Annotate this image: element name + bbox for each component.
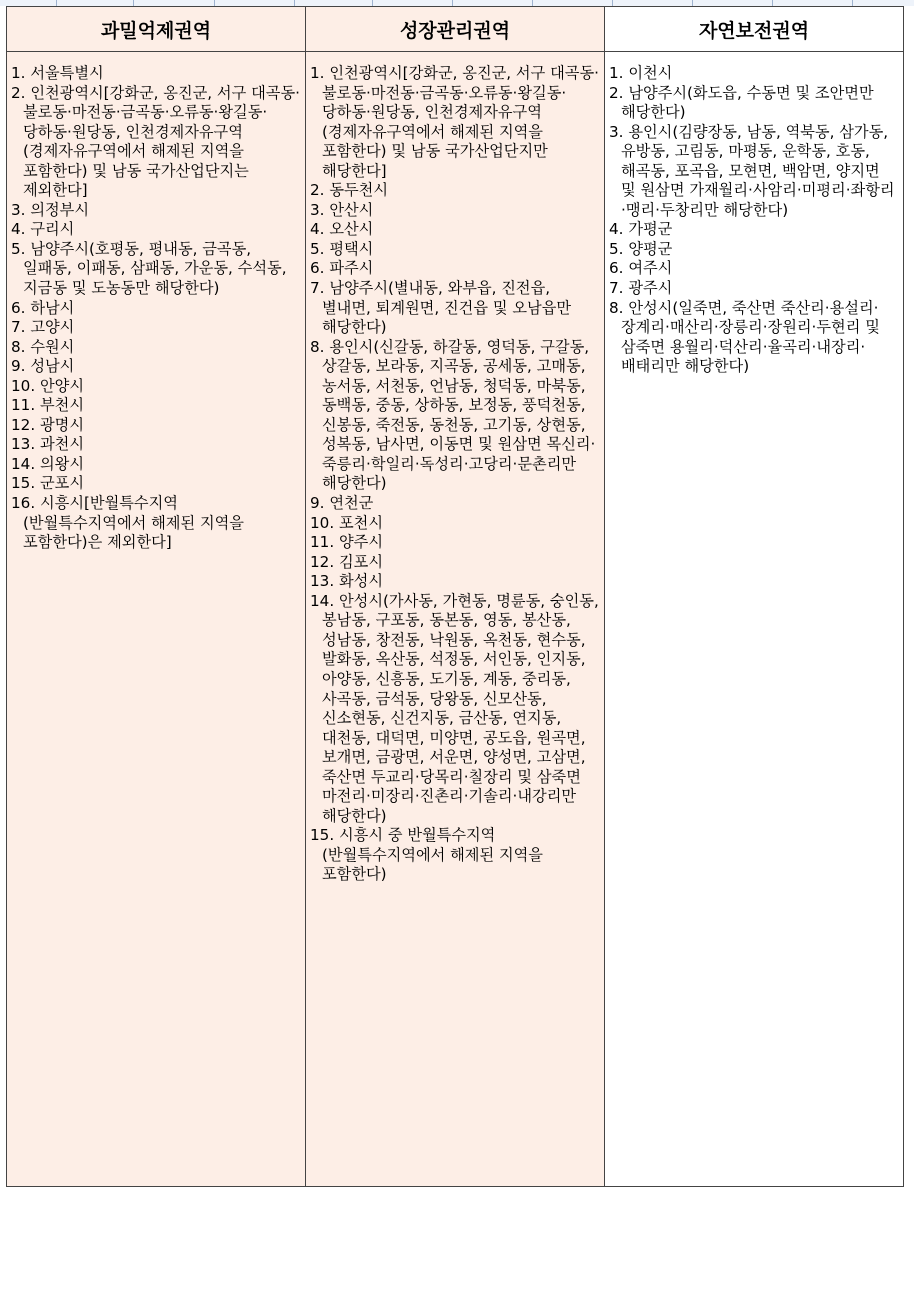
list-item: 4. 오산시 — [310, 220, 374, 239]
list-item: 12. 김포시 — [310, 552, 383, 571]
list-item: 10. 안양시 — [11, 376, 84, 395]
list-item: 7. 광주시 — [609, 279, 673, 298]
header-growth-management-zone: 성장관리권역 — [306, 7, 605, 52]
list-item: 11. 부천시 — [11, 396, 84, 415]
list-item: 7. 남양주시(별내동, 와부읍, 진전읍, 별내면, 퇴계원면, 진건읍 및 오남읍만 해당한다) — [310, 279, 572, 337]
list-item: 9. 연천군 — [310, 494, 374, 513]
overcrowding-zone-list — [11, 64, 301, 553]
list-item: 1. 인천광역시[강화군, 옹진군, 서구 대곡동·불로동·마전동·금곡동·오류동·왕길동·당하동·원당동, 인천경제자유구역(경제자유구역에서 해제된 지역을 포함한다) 및 남동 국가산업단지만 해당한다] — [310, 64, 599, 180]
list-item: 8. 안성시(일죽면, 죽산면 죽산리·용설리·장계리·매산리·장릉리·장원리·두현리 및 삼죽면 용월리·덕산리·율곡리·내장리·배태리만 해당한다) — [609, 298, 880, 376]
list-item: 16. 시흥시[반월특수지역(반월특수지역에서 해제된 지역을 포함한다)은 제외한다] — [11, 494, 244, 552]
list-item: 1. 서울특별시 — [11, 64, 104, 82]
list-item: 5. 남양주시(호평동, 평내동, 금곡동, 일패동, 이패동, 삼패동, 가운동, 수석동, 지금동 및 도농동만 해당한다) — [11, 239, 287, 298]
list-item: 4. 구리시 — [11, 220, 75, 239]
header-row — [7, 7, 904, 52]
growth-management-zone-list — [310, 64, 600, 885]
list-item: 6. 하남시 — [11, 298, 75, 317]
list-item: 1. 이천시 — [609, 64, 673, 82]
list-item: 8. 수원시 — [11, 337, 75, 356]
zone-table — [6, 6, 904, 1187]
list-item: 2. 인천광역시[강화군, 옹진군, 서구 대곡동·불로동·마전동·금곡동·오류동·왕길동·당하동·원당동, 인천경제자유구역(경제자유구역에서 해제된 지역을 포함한다) 및 남동 국가산업단지는 제외한다] — [11, 83, 300, 200]
list-item: 10. 포천시 — [310, 513, 383, 532]
list-item: 9. 성남시 — [11, 357, 75, 376]
list-item: 12. 광명시 — [11, 415, 84, 434]
list-item: 7. 고양시 — [11, 318, 75, 337]
header-overcrowding-zone: 과밀억제권역 — [7, 7, 306, 52]
list-item: 13. 화성시 — [310, 572, 383, 591]
growth-management-zone-cell — [306, 52, 605, 1187]
list-item: 6. 여주시 — [609, 259, 673, 278]
list-item: 2. 동두천시 — [310, 181, 389, 200]
list-item: 15. 군포시 — [11, 474, 84, 493]
list-item: 3. 의정부시 — [11, 200, 90, 219]
overcrowding-zone-cell — [7, 52, 306, 1187]
header-nature-conservation-zone: 자연보전권역 — [605, 7, 904, 52]
list-item: 4. 가평군 — [609, 220, 673, 239]
list-item: 14. 안성시(가사동, 가현동, 명륜동, 숭인동, 봉남동, 구포동, 동본동, 영동, 봉산동, 성남동, 창전동, 낙원동, 옥천동, 현수동, 발화동, 옥산동, 석정동, 서인동, 인지동, 아양동, 신흥동, 도기동, 계동, 중리동, 사곡동, 금석동, 당왕동, 신모산동, 신소현동, 신건지동, 금산동, 연지동, 대천동, 대덕면, 미양면, 공도읍, 원곡면, 보개면, 금광면, 서운면, 양성면, 고삼면, 죽산면 두교리·당목리·칠장리 및 삼죽면 마전리·미장리·진촌리·기솔리·내강리만 해당한다) — [310, 591, 599, 825]
list-item: 5. 양평군 — [609, 239, 673, 258]
list-item: 13. 과천시 — [11, 435, 84, 454]
list-item: 15. 시흥시 중 반월특수지역(반월특수지역에서 해제된 지역을 포함한다) — [310, 826, 543, 884]
nature-conservation-zone-list — [609, 64, 899, 377]
list-item: 5. 평택시 — [310, 239, 374, 258]
content-row — [7, 52, 904, 1187]
list-item: 6. 파주시 — [310, 259, 374, 278]
list-item: 3. 용인시(김량장동, 남동, 역북동, 삼가동, 유방동, 고림동, 마평동, 운학동, 호동, 해곡동, 포곡읍, 모현면, 백암면, 양지면 및 원삼면 가재월리·사암리·미평리·좌항리·맹리·두창리만 해당한다) — [609, 122, 895, 219]
nature-conservation-zone-cell — [605, 52, 904, 1187]
list-item: 3. 안산시 — [310, 200, 374, 219]
list-item: 14. 의왕시 — [11, 454, 84, 473]
list-item: 11. 양주시 — [310, 533, 383, 552]
list-item: 2. 남양주시(화도읍, 수동면 및 조안면만 해당한다) — [609, 83, 874, 122]
list-item: 8. 용인시(신갈동, 하갈동, 영덕동, 구갈동, 상갈동, 보라동, 지곡동, 공세동, 고매동, 농서동, 서천동, 언남동, 청덕동, 마북동, 동백동, 중동, 상하동, 보정동, 풍덕천동, 신봉동, 죽전동, 동천동, 고기동, 상현동, 성복동, 남사면, 이동면 및 원삼면 목신리·죽릉리·학일리·독성리·고당리·문촌리만 해당한다) — [310, 337, 596, 493]
